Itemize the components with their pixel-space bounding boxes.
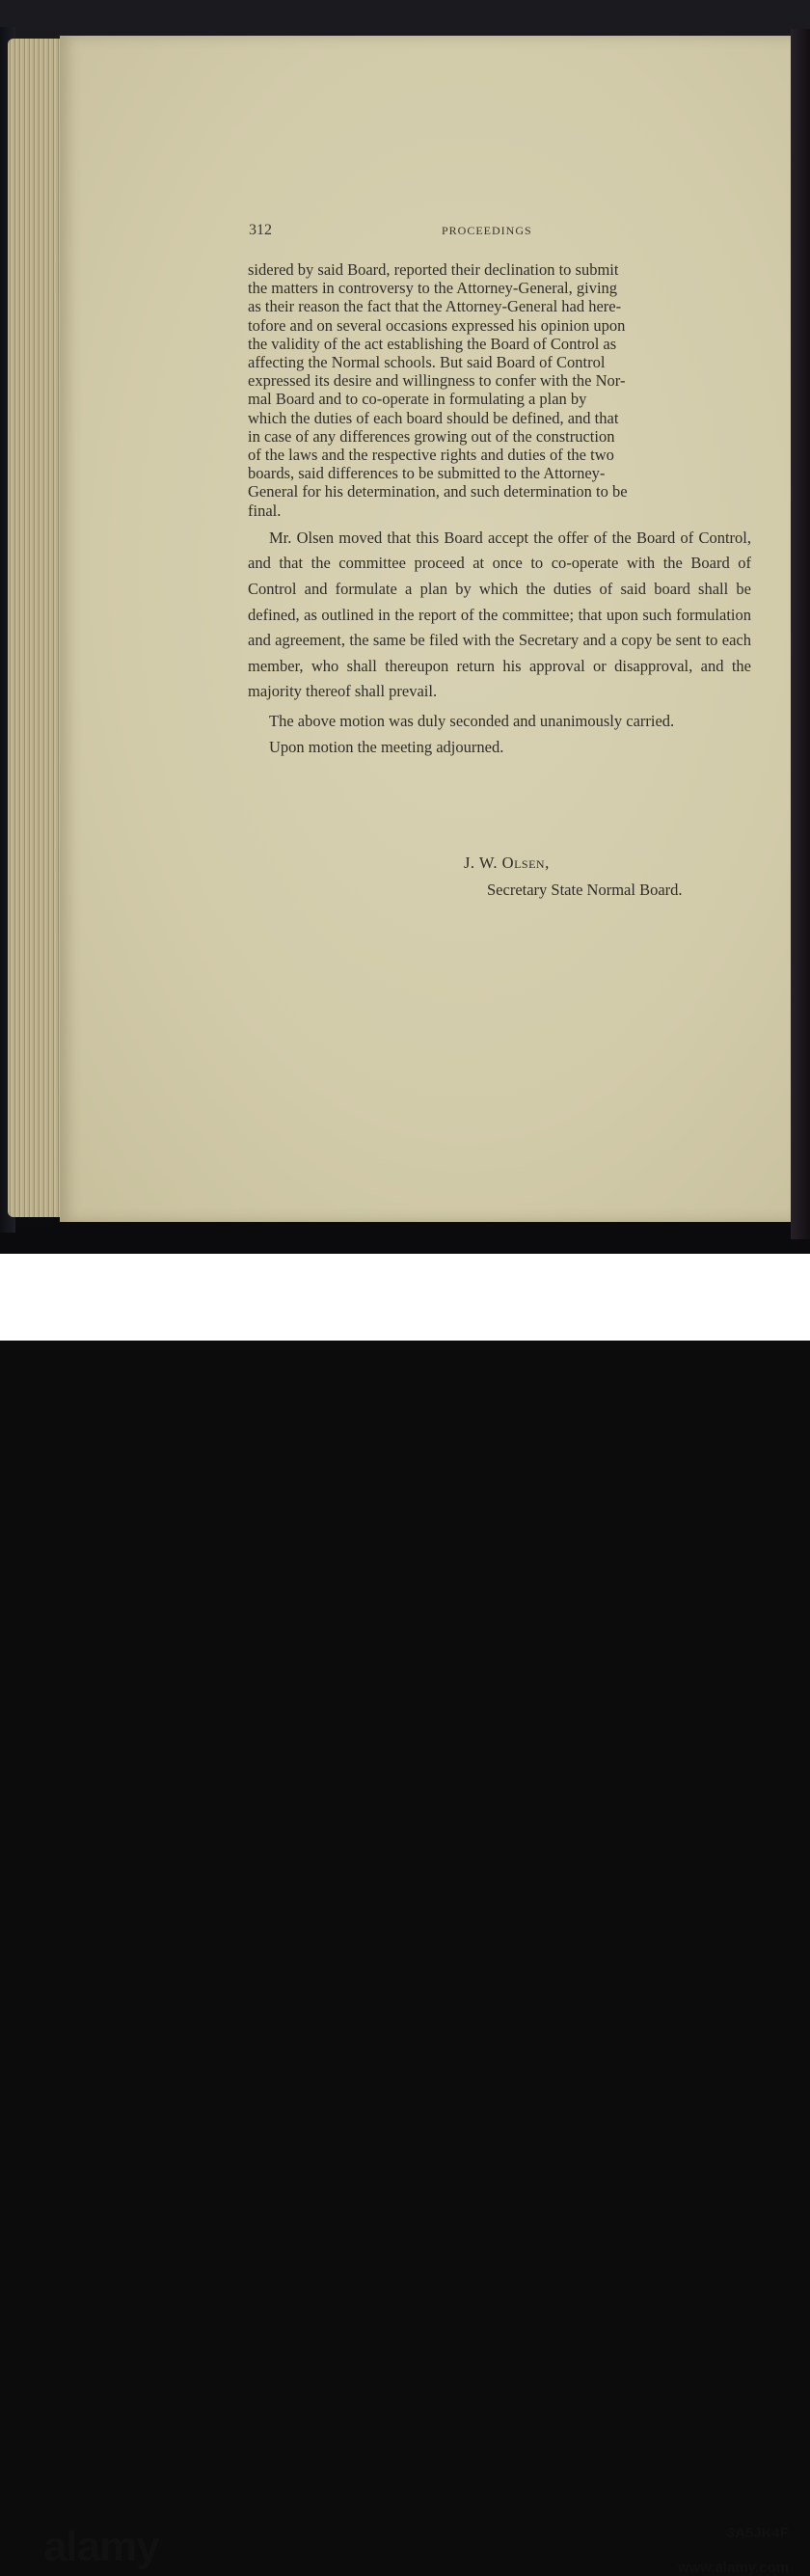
- text-line: in case of any differences growing out of the construction: [248, 426, 615, 446]
- watermark-bar: [0, 1254, 810, 2576]
- text-line: affecting the Normal schools. But said Board of Control: [248, 353, 606, 372]
- signature-name: J. W. Olsen,: [464, 854, 550, 872]
- text-line: the matters in controversy to the Attorney-General, giving: [248, 279, 618, 298]
- text-line: the validity of the act establishing the Board of Control as: [248, 334, 617, 353]
- text-line: tofore and on several occasions expressed his opinion upon: [248, 315, 626, 335]
- motion-paragraph: Mr. Olsen moved that this Board accept the offer of the Board of Control, and that the committee proceed at once to co-operate with the Board of Control and formulate a plan by which the duties of said board shall be defined, as outlined in the report of the committee; that upon such formulation and agreement, the same be filed with the Secretary and a copy be sent to each member, who shall thereupon return his approval or disapproval, and the majority thereof shall prevail.: [248, 528, 751, 701]
- body-text: [248, 260, 751, 760]
- seconded-paragraph: The above motion was duly seconded and unanimously carried.: [269, 712, 675, 730]
- book-photo: [0, 0, 810, 1254]
- signature-title: Secretary State Normal Board.: [487, 881, 683, 899]
- text-line: sidered by said Board, reported their declination to submit: [248, 260, 619, 279]
- watermark-url: www.alamy.com: [677, 2560, 789, 2576]
- text-line: as their reason the fact that the Attorney-General had here-: [248, 297, 622, 316]
- running-title: PROCEEDINGS: [442, 224, 532, 237]
- text-line: which the duties of each board should be defined, and that: [248, 408, 619, 427]
- alamy-logo: alamy: [43, 2523, 159, 2570]
- book-cover-right: [791, 29, 810, 1239]
- text-line: boards, said differences to be submitted to the Attorney-: [248, 464, 606, 483]
- adjourned-paragraph: Upon motion the meeting adjourned.: [269, 737, 504, 756]
- text-line: General for his determination, and such determination to be: [248, 482, 628, 502]
- page-edges: [8, 39, 66, 1217]
- image-id: 3A5JK4F: [726, 2525, 789, 2541]
- text-line: expressed its desire and willingness to confer with the Nor-: [248, 371, 626, 391]
- text-line: final.: [248, 501, 282, 520]
- opening-paragraph: [248, 260, 751, 520]
- running-head: [249, 222, 750, 241]
- page-number: 312: [249, 222, 272, 238]
- text-line: of the laws and the respective rights and duties of the two: [248, 446, 614, 465]
- text-line: mal Board and to co-operate in formulating a plan by: [248, 390, 587, 409]
